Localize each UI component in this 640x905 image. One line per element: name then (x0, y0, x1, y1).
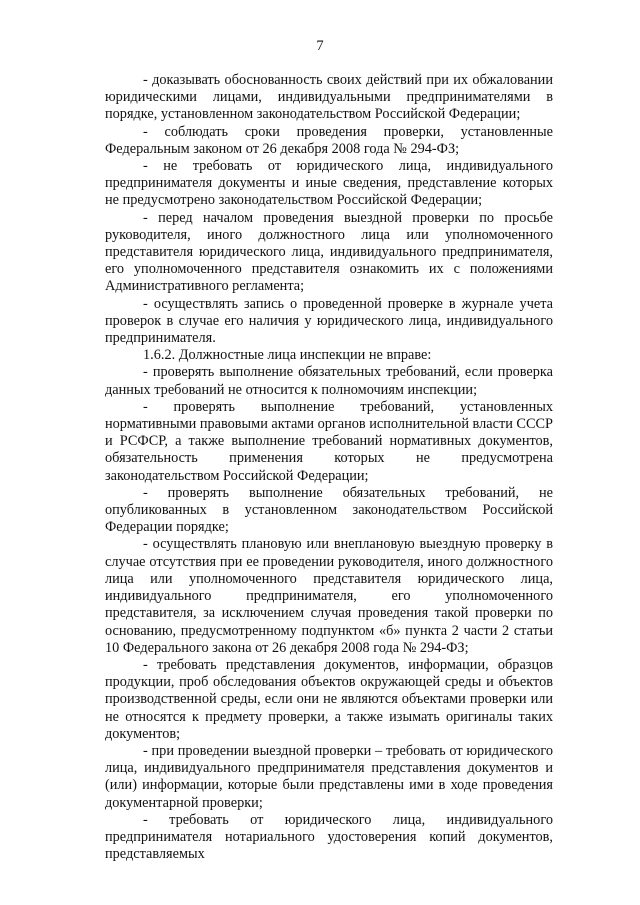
paragraph-duty-observe-deadlines: - соблюдать сроки проведения проверки, установленные Федеральным законом от 26 декабря 2008 года № 294-ФЗ; (105, 123, 553, 157)
paragraph-prohibition-notarization: - требовать от юридического лица, индивидуального предпринимателя нотариального удостоверения копий документов, представляемых (105, 811, 553, 863)
paragraph-prohibition-unrelated-documents: - требовать представления документов, информации, образцов продукции, проб обследования объектов окружающей среды и объектов производственной среды, если они не являются объектами проверки или не относятся к предмету проверки, а также изымать оригиналы таких документов; (105, 656, 553, 742)
paragraph-duty-journal-record: - осуществлять запись о проведенной проверке в журнале учета проверок в случае его наличия у юридического лица, индивидуального предпринимателя. (105, 295, 553, 347)
paragraph-duty-familiarize-regulation: - перед началом проведения выездной проверки по просьбе руководителя, иного должностного лица или уполномоченного представителя юридического лица, индивидуального предпринимателя, его уполномоченного представителя ознакомить их с положениями Административного регламента; (105, 209, 553, 295)
paragraph-prohibition-unpublished: - проверять выполнение обязательных требований, не опубликованных в установленном законодательством Российской Федерации порядке; (105, 484, 553, 536)
paragraph-prohibition-absent-representative: - осуществлять плановую или внеплановую выездную проверку в случае отсутствия при ее проведении руководителя, иного должностного лица или уполномоченного представителя юридического лица, индивидуального предпринимателя, его уполномоченного представителя, за исключением случая проведения такой проверки по основанию, предусмотренному подпунктом «б» пункта 2 части 2 статьи 10 Федерального закона от 26 декабря 2008 года № 294-ФЗ; (105, 536, 553, 656)
body-text (105, 72, 553, 863)
paragraph-prohibition-outside-authority: - проверять выполнение обязательных требований, если проверка данных требований не относится к полномочиям инспекции; (105, 364, 553, 398)
section-heading-1-6-2: 1.6.2. Должностные лица инспекции не вправе: (143, 347, 432, 364)
page-number: 7 (316, 38, 324, 54)
paragraph-prohibition-ussr-acts: - проверять выполнение требований, установленных нормативными правовыми актами органов исполнительной власти СССР и РСФСР, а также выполнение требований нормативных документов, обязательность применения которых не предусмотрена законодательством Российской Федерации; (105, 398, 553, 484)
paragraph-duty-justify-actions: - доказывать обоснованность своих действий при их обжаловании юридическими лицами, индивидуальными предпринимателями в порядке, установленном законодательством Российской Федерации; (105, 72, 553, 123)
paragraph-duty-no-extra-documents: - не требовать от юридического лица, индивидуального предпринимателя документы и иные сведения, представление которых не предусмотрено законодательством Российской Федерации; (105, 158, 553, 209)
paragraph-prohibition-repeat-documents: - при проведении выездной проверки – требовать от юридического лица, индивидуального предпринимателя представления документов и (или) информации, которые были представлены ими в ходе проведения документарной проверки; (105, 742, 553, 811)
